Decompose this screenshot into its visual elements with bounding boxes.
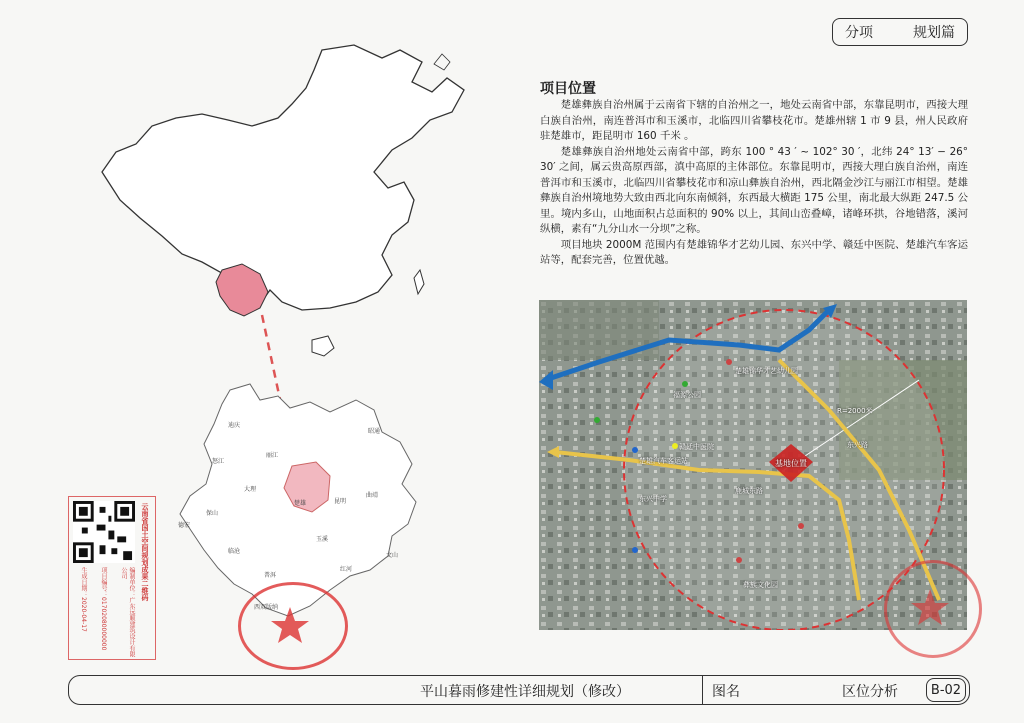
company-seal-left <box>238 582 348 670</box>
poi-bus-station: 楚雄汽车客运站 <box>639 457 688 465</box>
poi-park: 福源公园 <box>673 391 701 399</box>
drawing-project-title: 平山暮雨修建性详细规划（修改） <box>420 684 630 700</box>
label-xishuangbanna: 西双版纳 <box>254 604 279 611</box>
label-puer: 普洱 <box>264 572 277 579</box>
qr-panel <box>68 496 156 660</box>
poi-hospital: 赣廷中医院 <box>679 443 714 451</box>
seal-star-icon-2 <box>887 563 973 649</box>
qr-heading: 云南省国土空间规划成果二维码 <box>141 503 149 601</box>
radius-label: R=2000米 <box>837 407 873 415</box>
label-zhaotong: 昭通 <box>368 428 381 435</box>
qr-line-3: 生成日期：2020-04-17 <box>80 567 87 632</box>
label-wenshan: 文山 <box>386 552 399 559</box>
drawing-name-label: 图名 <box>712 684 740 700</box>
section-tag <box>832 18 968 46</box>
label-qujing: 曲靖 <box>366 492 379 499</box>
label-dali: 大理 <box>244 486 257 493</box>
drawing-code: B-02 <box>926 678 966 702</box>
label-dehong: 德宏 <box>178 522 191 529</box>
label-lincang: 临沧 <box>228 548 241 555</box>
title-block-divider <box>702 676 703 704</box>
paragraph-2: 楚雄彝族自治州地处云南省中部，跨东 100 ° 43 ′ ~ 102° 30 ′，北纬 24° 13′ − 26° 30′ 之间，属云贵高原西部，滇中高原的主体部位。东靠昆明市，西接大理白族自治州，南连普洱市和玉溪市，北临四川省攀枝花市和凉山彝族自治州，西北隔金沙江与丽江市相望。楚雄彝族自治州境地势大致由西北向东南倾斜，东西最大横距 175 公里，南北最大纵距 247.5 公里。境内多山，山地面积占总面积的 90% 以上，其间山峦叠嶂，诸峰环拱，谷地错落，溪河纵横，素有“九分山水一分坝”之称。 <box>540 145 968 235</box>
paragraph-3: 项目地块 2000M 范围内有楚雄锦华才艺幼儿园、东兴中学、赣廷中医院、楚雄汽车客运站等，配套完善，位置优越。 <box>540 238 968 266</box>
site-label: 基地位置 <box>775 459 807 468</box>
label-baoshan: 保山 <box>206 510 219 517</box>
qr-code-icon <box>73 501 135 563</box>
company-seal-right <box>884 560 982 658</box>
label-chuxiong: 楚雄 <box>294 500 307 507</box>
road-label-1: 鹿城东路 <box>735 487 763 495</box>
section-tag-right: 规划篇 <box>913 25 955 41</box>
section-title: 项目位置 <box>540 81 596 97</box>
poi-kindergarten: 楚雄锦华才艺幼儿园 <box>735 367 798 375</box>
seal-star-icon <box>241 585 339 661</box>
qr-line-2: 项目编号：01702080000000 <box>100 567 107 651</box>
qr-line-1: 编制单位：广东远顺建筑设计有限公司 <box>120 567 135 657</box>
label-nujiang: 怒江 <box>212 458 225 465</box>
label-diqing: 迪庆 <box>228 422 241 429</box>
section-tag-left: 分项 <box>845 25 873 41</box>
label-yuxi: 玉溪 <box>316 536 329 543</box>
road-label-2: 东兴路 <box>847 441 868 449</box>
section-body <box>540 98 968 269</box>
drawing-name: 区位分析 <box>842 684 898 700</box>
poi-school: 东兴中学 <box>639 495 667 503</box>
label-honghe: 红河 <box>340 566 353 573</box>
label-lijiang: 丽江 <box>266 452 279 459</box>
label-kunming: 昆明 <box>334 498 347 505</box>
poi-culture-park: 彝族文化园 <box>743 581 778 589</box>
paragraph-1: 楚雄彝族自治州属于云南省下辖的自治州之一，地处云南省中部，东靠昆明市，西接大理白族自治州，南连普洱市和玉溪市，北临四川省攀枝花市。楚雄州辖 1 市 9 县，州人民政府驻楚雄市，距昆明市 160 千米 。 <box>540 99 968 142</box>
